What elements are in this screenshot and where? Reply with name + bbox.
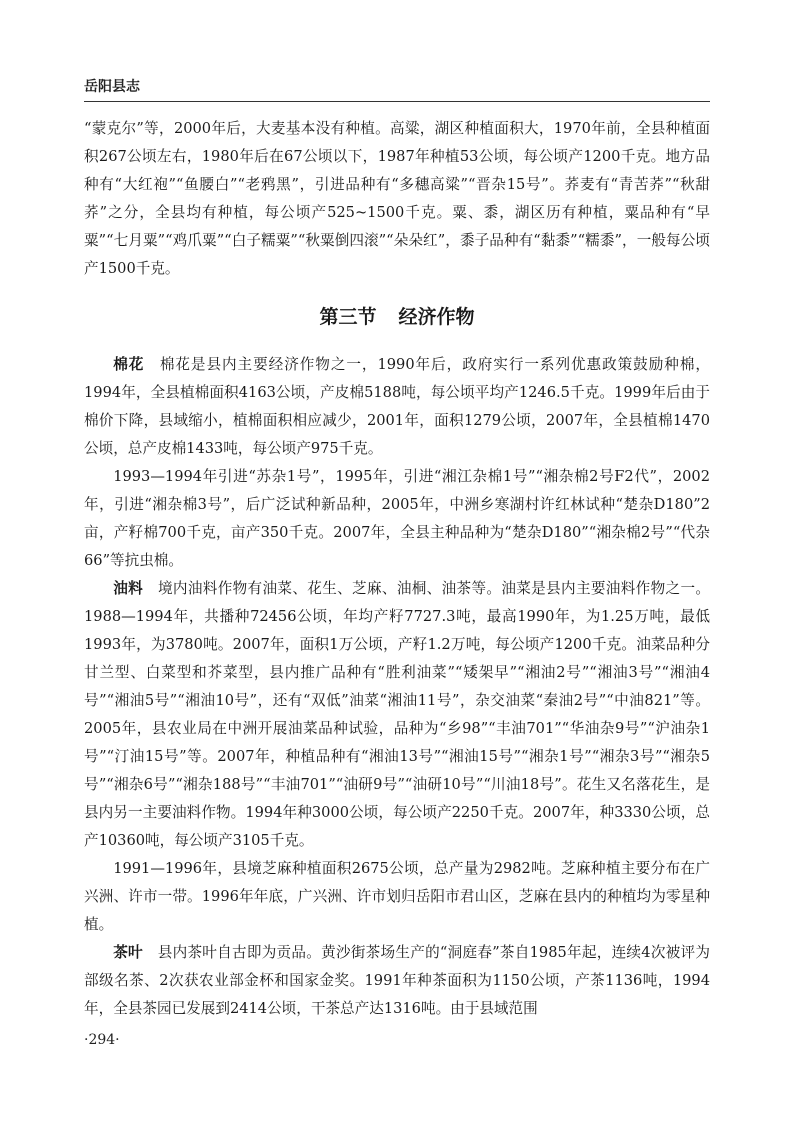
paragraph-cotton (84, 351, 710, 463)
paragraph-grains: “蒙克尔”等，2000年后，大麦基本没有种植。高粱，湖区种植面积大，1970年前，全县种植面积267公顷左右，1980年后在67公顷以下，1987年种植53公顷，每公顷产1200千克。地方品种有“大红袍”“鱼腰白”“老鸦黑”，引进品种有“多穗高粱”“晋杂15号”。荞麦有“青苦荞”“秋甜荞”之分，全县均有种植，每公顷产525~1500千克。粟、黍，湖区历有种植，粟品种有“早粟”“七月粟”“鸡爪粟”“白子糯粟”“秋粟倒四滚”“朵朵红”，黍子品种有“黏黍”“糯黍”，一般每公顷产1500千克。 (84, 120, 710, 277)
paragraph-cotton-text: 棉花是县内主要经济作物之一，1990年后，政府实行一系列优惠政策鼓励种棉，1994年，全县植棉面积4163公顷，产皮棉5188吨，每公顷平均产1246.5千克。1999年后由于棉价下降，县域缩小，植棉面积相应减少，2001年，面积1279公顷，2007年，全县植棉1470公顷，总产皮棉1433吨，每公顷产975千克。 (84, 356, 710, 457)
subhead-cotton: 棉花 (113, 356, 145, 373)
subhead-oil: 油料 (113, 580, 144, 597)
subhead-tea: 茶叶 (113, 944, 143, 961)
paragraph-sesame: 1991—1996年，县境芝麻种植面积2675公顷，总产量为2982吨。芝麻种植主要分布在广兴洲、许市一带。1996年年底，广兴洲、许市划归岳阳市君山区，芝麻在县内的种植均为零星种植。 (84, 860, 710, 933)
page-body (84, 115, 710, 1023)
header-rule (84, 101, 710, 102)
running-head-title: 岳阳县志 (84, 79, 140, 95)
section-title: 经济作物 (398, 306, 475, 328)
paragraph-cotton-varieties: 1993—1994年引进“苏杂1号”，1995年，引进“湘江杂棉1号”“湘杂棉2号F2代”，2002年，引进“湘杂棉3号”，后广泛试种新品种，2005年，中洲乡寒湖村许红林试种“楚杂D180”2亩，产籽棉700千克，亩产350千克。2007年，全县主种品种为“楚杂D180”“湘杂棉2号”“代杂66”等抗虫棉。 (84, 468, 710, 569)
page-number: ·294· (84, 1032, 120, 1048)
paragraph-tea (84, 939, 710, 1023)
paragraph-oil (84, 575, 710, 855)
section-number: 第三节 (319, 306, 377, 328)
section-heading (84, 303, 710, 331)
paragraph-tea-text: 县内茶叶自古即为贡品。黄沙街茶场生产的“洞庭春”茶自1985年起，连续4次被评为部级名茶、2次获农业部金杯和国家金奖。1991年种茶面积为1150公顷，产茶1136吨，1994年，全县茶园已发展到2414公顷，干茶总产达1316吨。由于县域范围 (84, 944, 710, 1017)
paragraph-oil-text: 境内油料作物有油菜、花生、芝麻、油桐、油茶等。油菜是县内主要油料作物之一。1988—1994年，共播种72456公顷，年均产籽7727.3吨，最高1990年，为1.25万吨，最低1993年，为3780吨。2007年，面积1万公顷，产籽1.2万吨，每公顷产1200千克。油菜品种分甘兰型、白菜型和芥菜型，县内推广品种有“胜利油菜”“矮架早”“湘油2号”“湘油3号”“湘油4号”“湘油5号”“湘油10号”，还有“双低”油菜“湘油11号”，杂交油菜“秦油2号”“中油821”等。2005年，县农业局在中洲开展油菜品种试验，品种为“乡98”“丰油701”“华油杂9号”“沪油杂1号”“汀油15号”等。2007年，种植品种有“湘油13号”“湘油15号”“湘杂1号”“湘杂3号”“湘杂5号”“湘杂6号”“湘杂188号”“丰油701”“油研9号”“油研10号”“川油18号”。花生又名落花生，是县内另一主要油料作物。1994年种3000公顷，每公顷产2250千克。2007年，种3330公顷，总产10360吨，每公顷产3105千克。 (84, 580, 710, 849)
